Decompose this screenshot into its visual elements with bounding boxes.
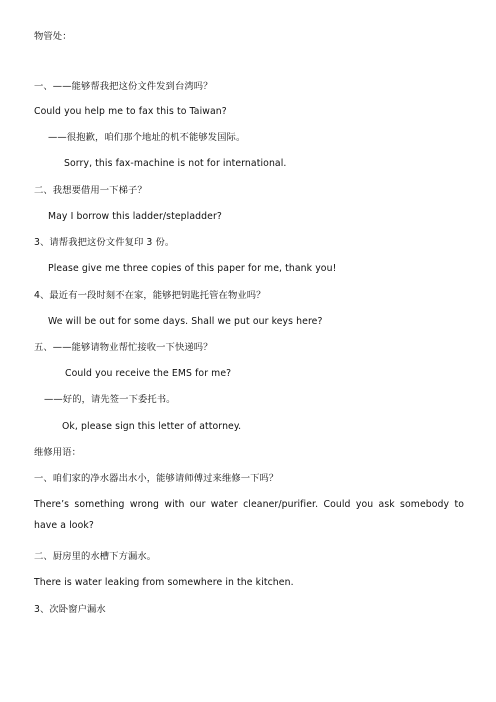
item-4-english: We will be out for some days. Shall we put our keys here? — [48, 316, 323, 327]
repair-2-chinese: 二、厨房里的水槽下方漏水。 — [34, 551, 157, 562]
item-5-reply-chinese: ——好的，请先签一下委托书。 — [44, 394, 176, 405]
item-5-english: Could you receive the EMS for me? — [65, 368, 232, 379]
item-1-english: Could you help me to fax this to Taiwan? — [34, 106, 227, 117]
item-4-chinese: 4、最近有一段时刻不在家，能够把钥匙托管在物业吗？ — [34, 290, 266, 301]
item-1-reply-chinese: ——很抱歉，咱们那个地址的机不能够发国际。 — [48, 132, 246, 143]
item-5-reply-english: Ok, please sign this letter of attorney. — [62, 421, 242, 432]
section-title-property: 物管处： — [34, 31, 72, 42]
repair-2-english: There is water leaking from somewhere in the kitchen. — [34, 577, 294, 588]
item-2-chinese: 二、我想要借用一下梯子？ — [34, 185, 147, 196]
repair-1-chinese: 一、咱们家的净水器出水小，能够请师傅过来维修一下吗？ — [34, 473, 279, 484]
repair-1-english: There’s something wrong with our water cleaner/purifier. Could you ask somebody to have a look? — [34, 499, 464, 531]
item-1-reply-english: Sorry, this fax-machine is not for international. — [64, 158, 287, 169]
item-1-chinese: 一、——能够帮我把这份文件发到台湾吗？ — [34, 81, 213, 92]
item-2-english: May I borrow this ladder/stepladder? — [48, 211, 222, 222]
section-title-repair: 维修用语： — [34, 447, 81, 458]
item-5-chinese: 五、——能够请物业帮忙接收一下快递吗？ — [34, 342, 213, 353]
repair-3-chinese: 3、次卧窗户漏水 — [34, 604, 106, 615]
item-3-english: Please give me three copies of this paper for me, thank you! — [48, 263, 337, 274]
item-3-chinese: 3、请帮我把这份文件复印 3 份。 — [34, 237, 175, 248]
